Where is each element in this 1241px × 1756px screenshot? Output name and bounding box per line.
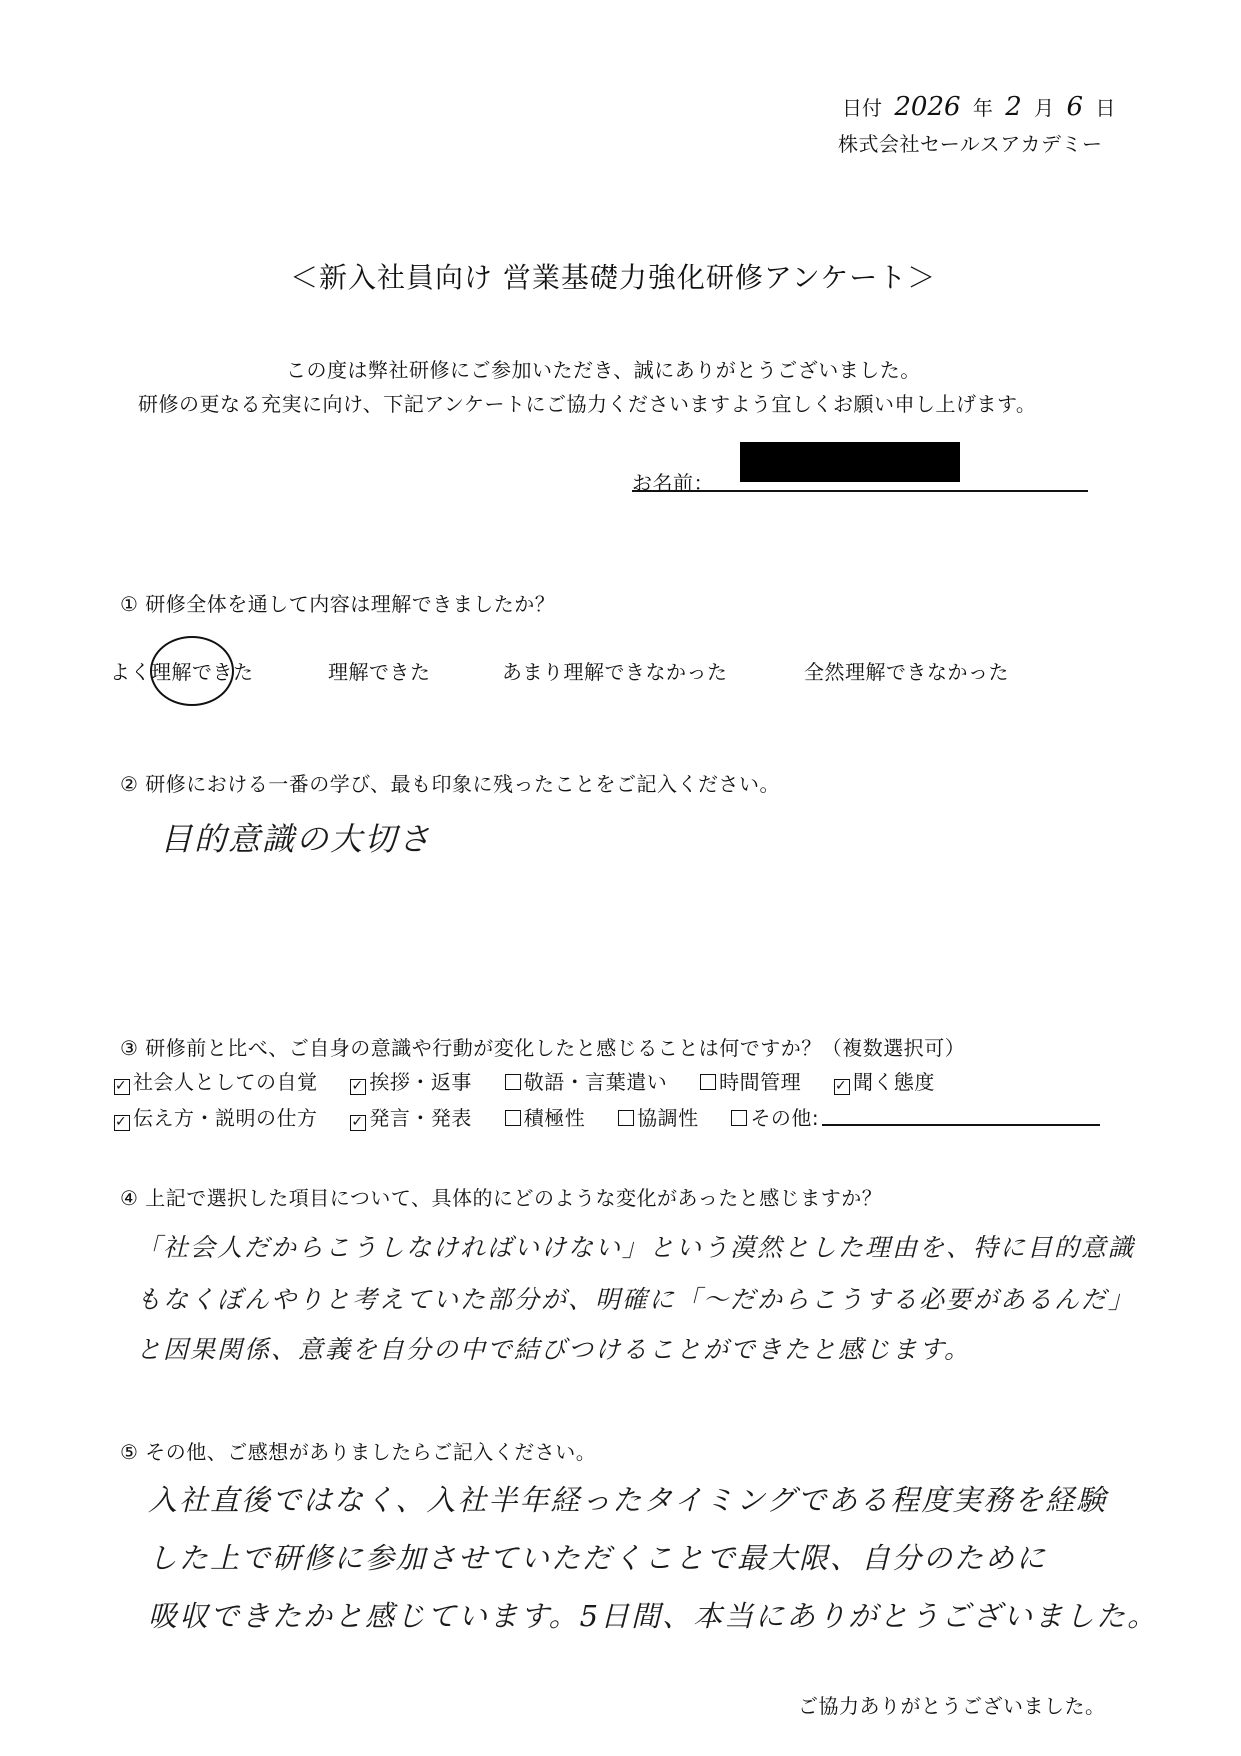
option-listening[interactable]: ✓ 聞く態度 [834,1070,935,1094]
checkbox-checked-icon[interactable]: ✓ [834,1079,850,1095]
selection-circle [150,636,234,706]
date-month: 2 [1005,92,1022,122]
footer-thanks: ご協力ありがとうございました。 [798,1694,1106,1718]
checkbox-icon[interactable] [505,1074,521,1090]
option-explaining[interactable]: ✓ 伝え方・説明の仕方 [115,1106,318,1130]
other-underline [822,1124,1100,1126]
year-unit: 年 [972,96,993,120]
q3-row-2 [114,1102,845,1131]
checkbox-checked-icon[interactable]: ✓ [114,1115,130,1131]
name-redaction [740,442,960,482]
date-year: 2026 [894,92,961,122]
q2-question: ② 研修における一番の学び、最も印象に残ったことをご記入ください。 [120,772,780,796]
q5-answer-line-1: 入社直後ではなく、入社半年経ったタイミングである程度実務を経験 [148,1483,1108,1517]
date-day: 6 [1066,92,1084,122]
q4-answer-line-2: もなくぼんやりと考えていた部分が、明確に「〜だからこうする必要があるんだ」 [136,1285,1136,1314]
option-time-management[interactable]: 時間管理 [700,1066,801,1095]
q5-question: ⑤ その他、ご感想がありましたらご記入ください。 [120,1440,597,1464]
q5-answer-line-2: した上で研修に参加させていただくことで最大限、自分のために [148,1541,1048,1575]
q2-answer: 目的意識の大切さ [160,820,433,858]
option-other[interactable]: その他: [731,1102,819,1131]
option-self-awareness[interactable]: ✓ 社会人としての自覚 [115,1070,318,1094]
name-underline [632,490,1088,492]
option-keigo[interactable]: 敬語・言葉遣い [505,1066,668,1095]
option-proactiveness[interactable]: 積極性 [505,1102,586,1131]
checkbox-icon[interactable] [731,1110,747,1126]
checkbox-checked-icon[interactable]: ✓ [114,1079,130,1095]
date-field [842,92,1115,122]
q4-answer-line-1: 「社会人だからこうしなければいけない」という漠然とした理由を、特に目的意識 [136,1233,1136,1262]
q4-answer-line-3: と因果関係、意義を自分の中で結びつけることができたと感じます。 [136,1335,972,1364]
checkbox-checked-icon[interactable]: ✓ [350,1115,366,1131]
company-name: 株式会社セールスアカデミー [838,132,1103,156]
checkbox-icon[interactable] [505,1110,521,1126]
checkbox-checked-icon[interactable]: ✓ [350,1079,366,1095]
intro-line-2: 研修の更なる充実に向け、下記アンケートにご協力くださいますよう宜しくお願い申し上げます。 [138,392,1037,416]
option-greeting[interactable]: ✓ 挨拶・返事 [351,1070,472,1094]
q1-option-3[interactable]: あまり理解できなかった [502,660,728,684]
option-speaking[interactable]: ✓ 発言・発表 [351,1106,472,1130]
option-cooperation[interactable]: 協調性 [618,1102,699,1131]
q1-option-4[interactable]: 全然理解できなかった [804,660,1009,684]
q1-option-2[interactable]: 理解できた [328,660,431,684]
page-title: ＜新入社員向け 営業基礎力強化研修アンケート＞ [290,261,937,294]
q1-option-1[interactable]: よく理解できた [110,660,254,684]
q3-question: ③ 研修前と比べ、ご自身の意識や行動が変化したと感じることは何ですか？（複数選択可） [120,1036,966,1060]
checkbox-icon[interactable] [700,1074,716,1090]
q1-question: ① 研修全体を通して内容は理解できましたか？ [120,592,556,616]
checkbox-icon[interactable] [618,1110,634,1126]
q5-answer-line-3: 吸収できたかと感じています。5日間、本当にありがとうございました。 [148,1599,1159,1633]
name-label: お名前： [632,471,714,495]
date-label: 日付 [842,96,882,120]
q3-row-1 [114,1066,961,1095]
month-unit: 月 [1034,96,1055,120]
intro-line-1: この度は弊社研修にご参加いただき、誠にありがとうございました。 [286,358,921,382]
day-unit: 日 [1095,96,1116,120]
q4-question: ④ 上記で選択した項目について、具体的にどのような変化があったと感じますか？ [120,1186,883,1210]
